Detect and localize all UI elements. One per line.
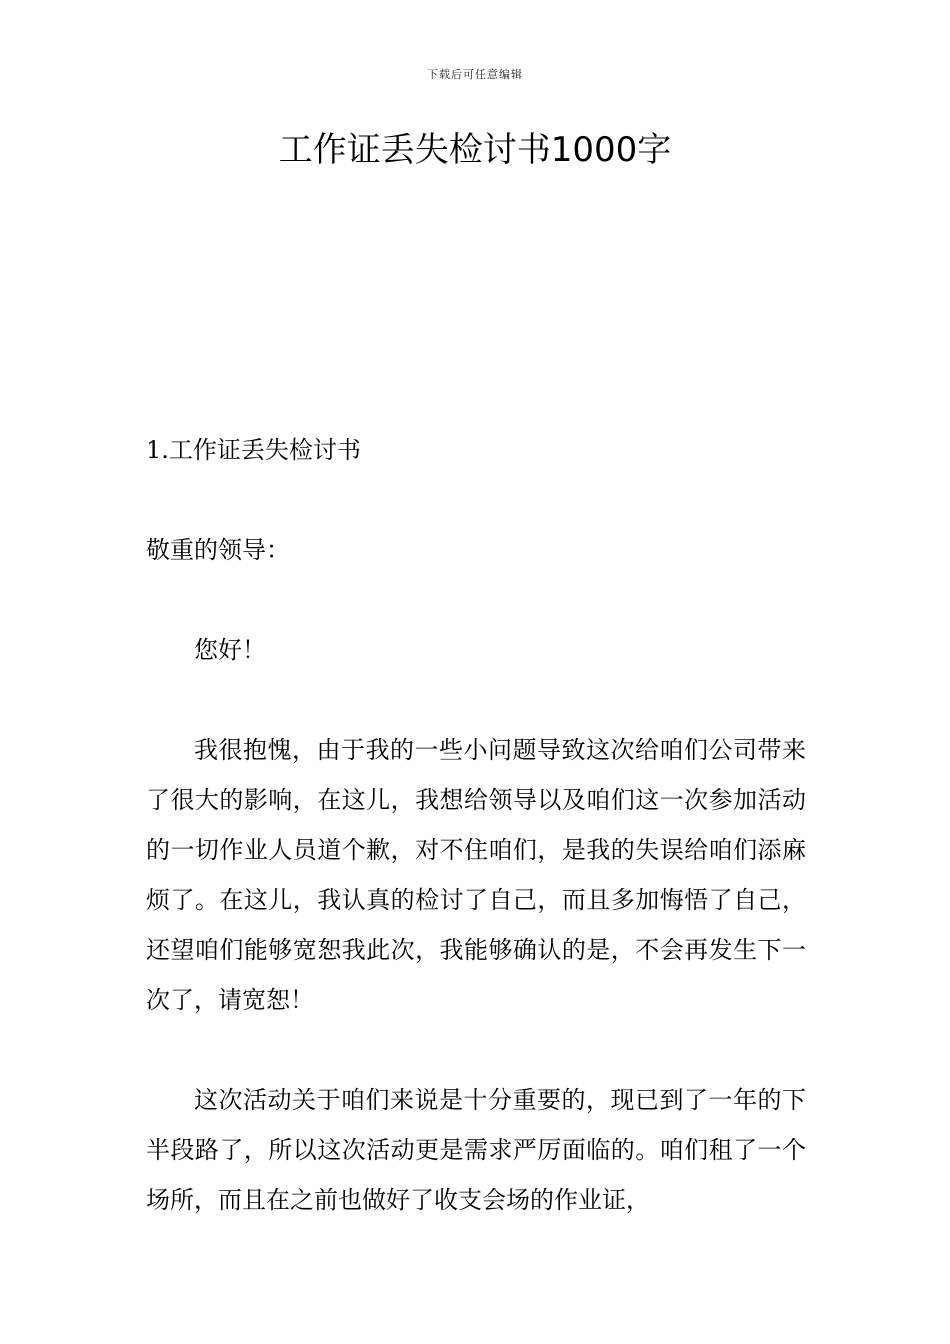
page-title: 工作证丢失检讨书1000字: [278, 130, 672, 170]
paragraph-2: 这次活动关于咱们来说是十分重要的，现已到了一年的下半段路了，所以这次活动更是需求严厉面临的。咱们租了一个场所，而且在之前也做好了收支会场的作业证，: [146, 1086, 806, 1214]
salutation: 敬重的领导：: [146, 536, 290, 564]
section-heading: 1.工作证丢失检讨书: [146, 436, 361, 464]
document-body: [146, 425, 806, 1225]
greeting: 您好！: [194, 636, 266, 664]
paragraph-1: 我很抱愧，由于我的一些小问题导致这次给咱们公司带来了很大的影响，在这儿，我想给领导以及咱们这一次参加活动的一切作业人员道个歉，对不住咱们，是我的失误给咱们添麻烦了。在这儿，我认真的检讨了自己，而且多加悔悟了自己，还望咱们能够宽恕我此次，我能够确认的是，不会再发生下一次了，请宽恕！: [146, 736, 806, 1014]
header-note: 下载后可任意编辑: [427, 68, 523, 81]
